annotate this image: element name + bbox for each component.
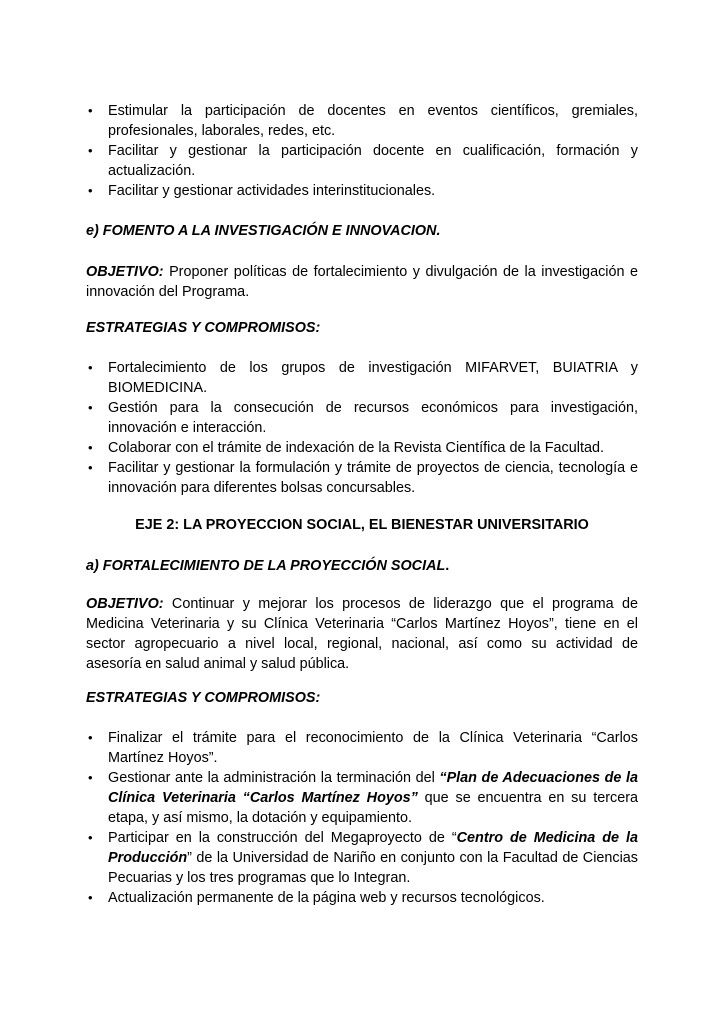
item-text-post: que se encuentra en su tercera etapa, y así mismo, la dotación y equipamiento. [108, 790, 638, 826]
list-item: • Finalizar el trámite para el reconocimiento de la Clínica Veterinaria “Carlos Martínez Hoyos”. [86, 728, 638, 768]
objective-label: OBJETIVO: [86, 596, 164, 612]
list-participation [86, 101, 638, 201]
list-item [86, 828, 638, 888]
objective-label: OBJETIVO: [86, 264, 164, 280]
list-item: • Gestión para la consecución de recursos económicos para investigación, innovación e interacción. [86, 398, 638, 438]
section-heading-research: e) FOMENTO A LA INVESTIGACIÓN E INNOVACION. [86, 223, 441, 239]
objective-research [86, 262, 638, 302]
item-text-pre: Gestionar ante la administración la terminación del [108, 770, 440, 786]
objective-text: Proponer políticas de fortalecimiento y divulgación de la investigación e innovación del Programa. [86, 264, 638, 300]
list-research [86, 358, 638, 498]
list-item: • Colaborar con el trámite de indexación de la Revista Científica de la Facultad. [86, 438, 638, 458]
list-item: • Facilitar y gestionar la participación docente en cualificación, formación y actualización. [86, 141, 638, 181]
section-heading-social [86, 556, 638, 576]
objective-text: Continuar y mejorar los procesos de liderazgo que el programa de Medicina Veterinaria y su Clínica Veterinaria “Carlos Martínez Hoyos”, tiene en el sector agropecuario a nivel local, regional, nacional, así como su actividad de asesoría en salud animal y salud pública. [86, 596, 638, 672]
list-item: • Facilitar y gestionar la formulación y trámite de proyectos de ciencia, tecnología e innovación para diferentes bolsas concursables. [86, 458, 638, 498]
axis-title [86, 515, 638, 535]
strategies-heading: ESTRATEGIAS Y COMPROMISOS: [86, 320, 321, 336]
section-heading-text: a) FORTALECIMIENTO DE LA PROYECCIÓN SOCIAL [86, 558, 446, 574]
list-social [86, 728, 638, 908]
list-item [86, 768, 638, 828]
megaproject-title: Centro de Medicina de la Producción [108, 830, 638, 866]
strategies-heading: ESTRATEGIAS Y COMPROMISOS: [86, 690, 321, 706]
plan-title: “Plan de Adecuaciones de la Clínica Veterinaria “Carlos Martínez Hoyos” [108, 770, 638, 806]
list-item: • Facilitar y gestionar actividades interinstitucionales. [86, 181, 638, 201]
item-text-post: ” de la Universidad de Nariño en conjunto con la Facultad de Ciencias Pecuarias y los tres programas que lo Integran. [108, 850, 638, 886]
axis-title-rest: : LA PROYECCION SOCIAL, EL BIENESTAR UNIVERSITARIO [174, 517, 589, 533]
list-item: • Actualización permanente de la página web y recursos tecnológicos. [86, 888, 638, 908]
objective-social [86, 594, 638, 674]
axis-label: EJE 2 [135, 517, 175, 533]
item-text-pre: Participar en la construcción del Megaproyecto de “ [108, 830, 457, 846]
list-item: • Estimular la participación de docentes en eventos científicos, gremiales, profesionales, laborales, redes, etc. [86, 101, 638, 141]
list-item: • Fortalecimiento de los grupos de investigación MIFARVET, BUIATRIA y BIOMEDICINA. [86, 358, 638, 398]
section-heading-dot: . [445, 558, 450, 574]
